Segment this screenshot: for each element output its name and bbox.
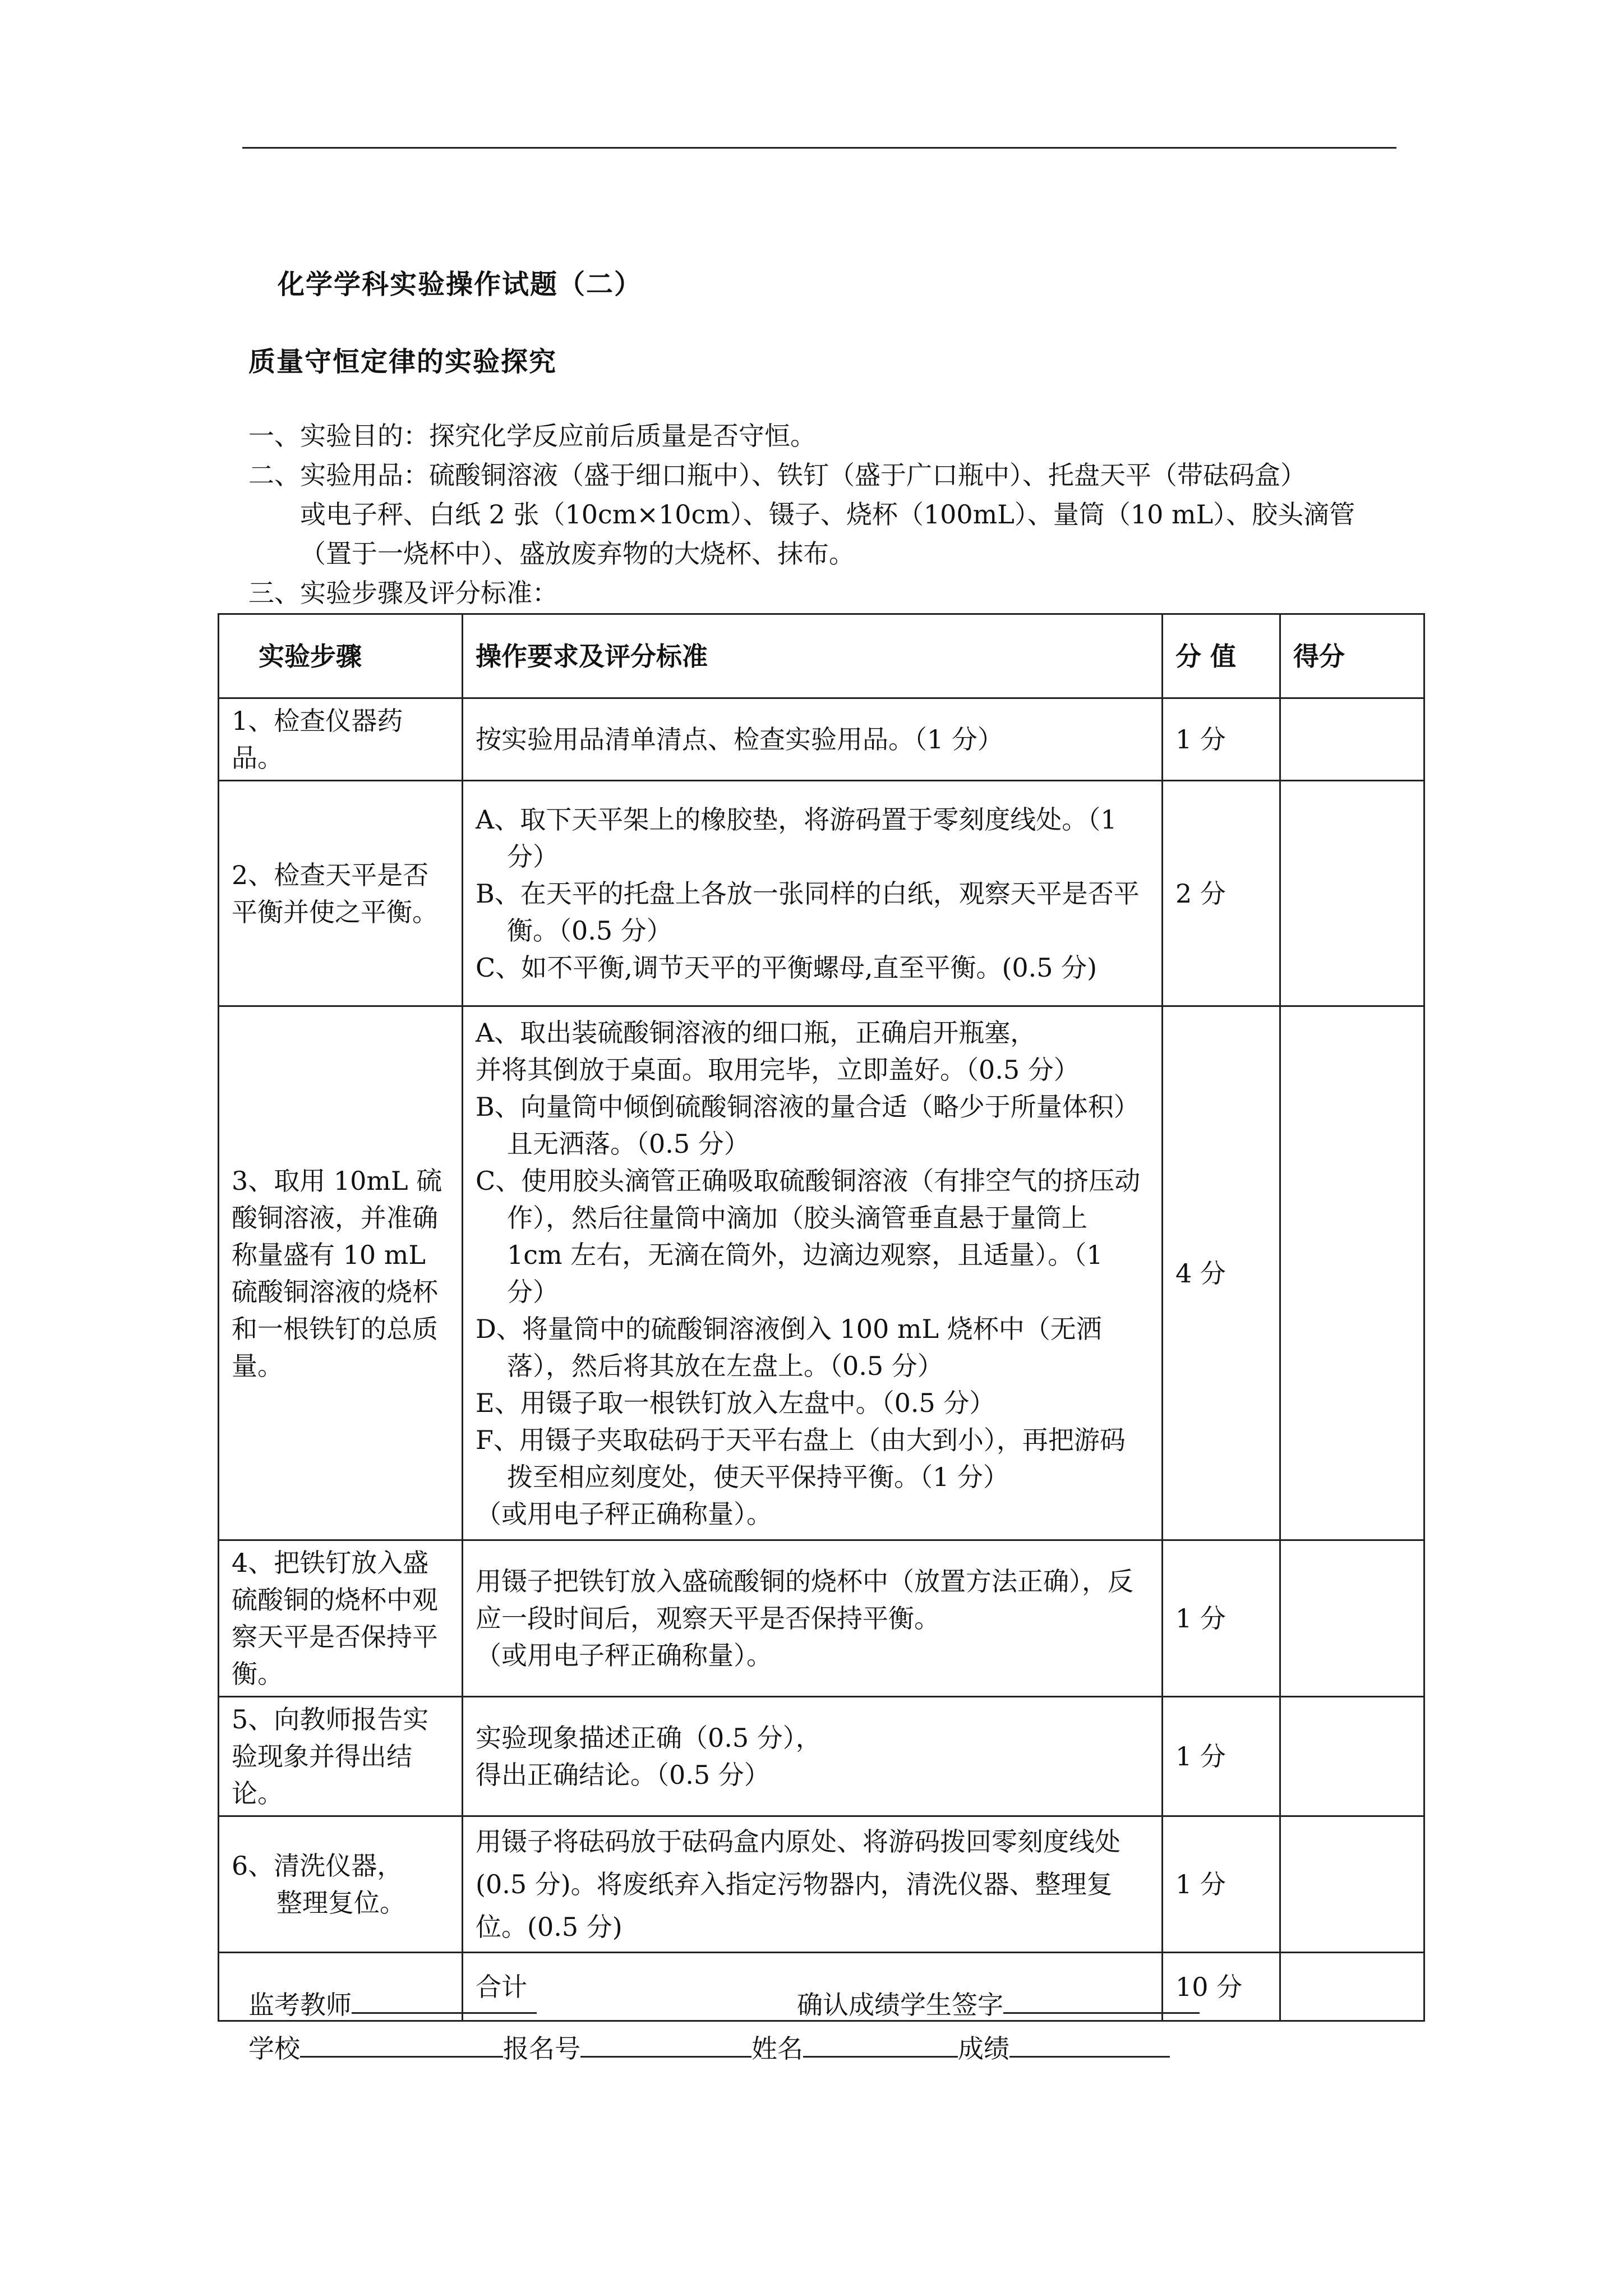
- reg-no-field[interactable]: [580, 2030, 751, 2058]
- criteria-line: 并将其倒放于桌面。取用完毕，立即盖好。（0.5 分）: [476, 1054, 1080, 1085]
- step-cell: 5、向教师报告实验现象并得出结论。: [219, 1697, 463, 1816]
- table-row: [219, 1540, 1424, 1697]
- table-header-row: [219, 614, 1424, 698]
- criteria-line: （或用电子秤正确称量）。: [476, 1640, 772, 1671]
- total-points: 10 分: [1163, 1953, 1280, 2021]
- school-label: 学校: [248, 2033, 300, 2064]
- criteria-line: F、用镊子夹取砝码于天平右盘上（由大到小），再把游码拨至相应刻度处，使天平保持平衡。（1 分）: [476, 1424, 1126, 1492]
- criteria-line: C、如不平衡,调节天平的平衡螺母,直至平衡。(0.5 分): [476, 952, 1098, 983]
- score-cell[interactable]: [1280, 1540, 1424, 1697]
- criteria-line: C、使用胶头滴管正确吸取硫酸铜溶液（有排空气的挤压动作），然后往量筒中滴加（胶头滴管垂直悬于量筒上 1cm 左右，无滴在筒外，边滴边观察，且适量）。（1 分）: [476, 1165, 1141, 1307]
- score-cell[interactable]: [1280, 1816, 1424, 1953]
- header-points: 分 值: [1163, 614, 1280, 698]
- header-step: 实验步骤: [219, 614, 463, 698]
- header-rule: [242, 147, 1396, 149]
- step-cell: 4、把铁钉放入盛硫酸铜的烧杯中观察天平是否保持平衡。: [219, 1540, 463, 1697]
- criteria-cell: [463, 1006, 1163, 1540]
- table-row: [219, 781, 1424, 1006]
- reg-no-label: 报名号: [503, 2033, 580, 2064]
- step-cell: 3、取用 10mL 硫酸铜溶液，并准确称量盛有 10 mL 硫酸铜溶液的烧杯和一根铁钉的总质量。: [219, 1006, 463, 1540]
- document-title: 化学学科实验操作试题（二）: [278, 269, 643, 300]
- section-purpose: 一、实验目的：探究化学反应前后质量是否守恒。: [248, 421, 816, 451]
- points-cell: 1 分: [1163, 698, 1280, 781]
- criteria-line: （或用电子秤正确称量）。: [476, 1498, 772, 1529]
- criteria-line: 用镊子把铁钉放入盛硫酸铜的烧杯中（放置方法正确），反应一段时间后，观察天平是否保持平衡。: [476, 1566, 1133, 1634]
- criteria-line: E、用镊子取一根铁钉放入左盘中。（0.5 分）: [476, 1387, 995, 1418]
- criteria-cell: [463, 1816, 1163, 1953]
- criteria-line: A、取出装硫酸铜溶液的细口瓶，正确启开瓶塞，: [476, 1017, 1036, 1048]
- step-line: 6、清洗仪器，: [232, 1851, 403, 1881]
- criteria-cell: [463, 781, 1163, 1006]
- header-criteria: 操作要求及评分标准: [463, 614, 1163, 698]
- document-subtitle: 质量守恒定律的实验探究: [248, 346, 557, 378]
- materials-line-1: 二、实验用品：硫酸铜溶液（盛于细口瓶中）、铁钉（盛于广口瓶中）、托盘天平（带砝码盒）: [248, 460, 1306, 490]
- materials-line-3: （置于一烧杯中）、盛放废弃物的大烧杯、抹布。: [300, 539, 855, 569]
- header-score: 得分: [1280, 614, 1424, 698]
- criteria-cell: [463, 1697, 1163, 1816]
- step-cell: 1、检查仪器药品。: [219, 698, 463, 781]
- student-sign-label: 确认成绩学生签字: [797, 1990, 1003, 2020]
- criteria-line: 用镊子将砝码放于砝码盒内原处、将游码拨回零刻度线处(0.5 分)。将废纸弃入指定污物器内，清洗仪器、整理复位。(0.5 分): [476, 1826, 1121, 1942]
- criteria-cell: [463, 1540, 1163, 1697]
- section-steps: 三、实验步骤及评分标准：: [248, 578, 558, 608]
- criteria-line: D、将量筒中的硫酸铜溶液倒入 100 mL 烧杯中（无洒落），然后将其放在左盘上。（0.5 分）: [476, 1313, 1102, 1381]
- score-label: 成绩: [958, 2033, 1009, 2064]
- student-sign-field[interactable]: [1003, 1986, 1200, 2014]
- footer-line-2: [248, 2028, 1170, 2065]
- criteria-line: 按实验用品清单清点、检查实验用品。（1 分）: [476, 724, 1003, 754]
- total-score-cell[interactable]: [1280, 1953, 1424, 2021]
- criteria-line: B、在天平的托盘上各放一张同样的白纸，观察天平是否平衡。（0.5 分）: [476, 878, 1140, 946]
- table-row: [219, 1006, 1424, 1540]
- section-materials: [248, 455, 1415, 573]
- name-label: 姓名: [751, 2033, 803, 2064]
- total-label: 合计: [463, 1953, 1163, 2021]
- name-field[interactable]: [803, 2030, 958, 2058]
- materials-line-2: 或电子秤、白纸 2 张（10cm×10cm）、镊子、烧杯（100mL）、量筒（10 mL）、胶头滴管: [300, 499, 1355, 530]
- step-cell: 2、检查天平是否平衡并使之平衡。: [219, 781, 463, 1006]
- points-cell: 1 分: [1163, 1697, 1280, 1816]
- step-cell: [219, 1816, 463, 1953]
- criteria-line: 实验现象描述正确（0.5 分），: [476, 1723, 822, 1753]
- score-cell[interactable]: [1280, 1697, 1424, 1816]
- score-cell[interactable]: [1280, 1006, 1424, 1540]
- table-row: [219, 1697, 1424, 1816]
- points-cell: 1 分: [1163, 1540, 1280, 1697]
- examiner-field[interactable]: [352, 1986, 537, 2014]
- table-row: [219, 1816, 1424, 1953]
- footer-line-1: [248, 1985, 1200, 2022]
- points-cell: 1 分: [1163, 1816, 1280, 1953]
- scoring-table: [218, 613, 1425, 2022]
- table-row: [219, 698, 1424, 781]
- points-cell: 2 分: [1163, 781, 1280, 1006]
- school-field[interactable]: [300, 2030, 503, 2058]
- points-cell: 4 分: [1163, 1006, 1280, 1540]
- examiner-label: 监考教师: [248, 1990, 352, 2020]
- criteria-line: A、取下天平架上的橡胶垫，将游码置于零刻度线处。（1 分）: [476, 804, 1117, 872]
- score-cell[interactable]: [1280, 781, 1424, 1006]
- criteria-line: 得出正确结论。（0.5 分）: [476, 1760, 770, 1790]
- criteria-cell: [463, 698, 1163, 781]
- criteria-line: B、向量筒中倾倒硫酸铜溶液的量合适（略少于所量体积）且无洒落。（0.5 分）: [476, 1091, 1140, 1159]
- score-cell[interactable]: [1280, 698, 1424, 781]
- score-field[interactable]: [1009, 2030, 1170, 2058]
- step-line: 整理复位。: [276, 1888, 405, 1918]
